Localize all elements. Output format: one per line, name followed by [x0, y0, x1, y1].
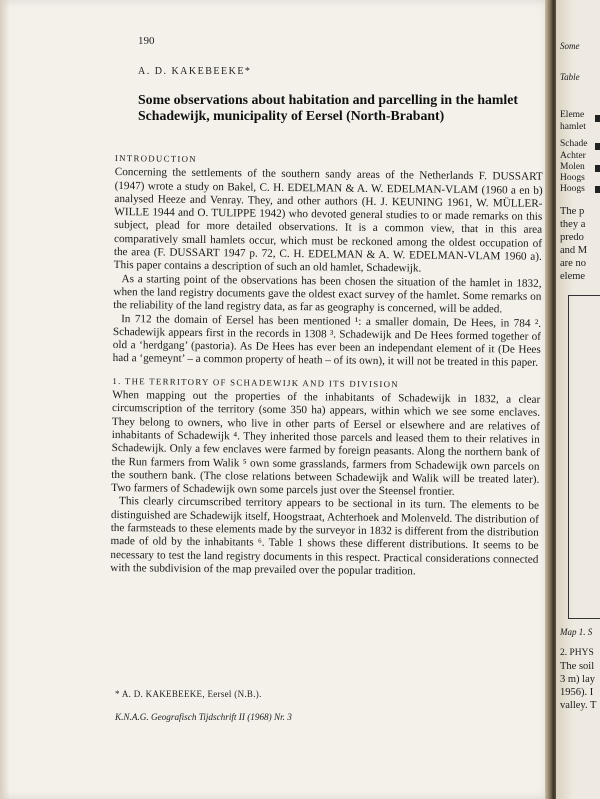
map-frame	[568, 295, 600, 619]
section-heading-introduction: INTRODUCTION	[114, 152, 198, 164]
right-page-fragment: Molen	[560, 162, 585, 172]
journal-citation: K.N.A.G. Geografisch Tijdschrift II (1968) Nr. 3	[115, 712, 292, 722]
right-page-fragment: predo	[560, 232, 584, 243]
right-page-fragment: valley. T	[560, 700, 597, 711]
paragraph: When mapping out the properties of the inhabitants of Schadewijk in 1832, a clear circumscription of the territory (some 350 ha) appears, within which we see some enclaves. They belong to owners, who live in other parts of Eersel or elsewhere and are relatives of inhabitants of Schadewijk ⁴. They inherited those parcels and leased them to their relatives in Schadewijk. Only a few enclaves were farmed by foreign peasants. Along the northern bank of the Run farmers from Walik ⁵ own some grasslands, farmers from Schadewijk own parcels on the southern bank. (The close relations between Schadewijk and Walik will be treated later). Two farmers of Schadewijk own some parcels just over the Steensel frontier.	[111, 389, 541, 498]
right-page-fragment: Hoogs	[560, 173, 585, 183]
right-page-fragment: The p	[560, 206, 585, 217]
paragraph: In 712 the domain of Eersel has been mentioned ¹: a smaller domain, De Hees, in 784 ². Schadewijk appears first in the records in 1308 ³. Schadewijk and De Hees formed together of old a ‘herdgang’ (pastoria). As De Hees has ever been an independant element of it (De Hees had a ‘gemeynt’ – a common property of heath – of its own), it will not be treated in this paper.	[112, 312, 542, 370]
right-page-fragment: Hoogs	[560, 184, 585, 194]
right-page-fragment: Eleme	[560, 110, 585, 120]
right-page-fragment: hamlet	[560, 122, 586, 132]
right-page	[556, 0, 600, 799]
table-mark	[595, 186, 600, 193]
table-mark	[595, 143, 600, 150]
right-page-fragment: Schade	[560, 139, 588, 149]
right-page-fragment: The soil	[560, 661, 595, 672]
body-text	[110, 152, 543, 580]
right-page-fragment: they a	[560, 219, 586, 230]
right-page-fragment: 2. PHYS	[560, 648, 594, 658]
right-page-fragment: and M	[560, 245, 588, 256]
right-page-fragment: 3 m) lay	[560, 674, 595, 685]
page-number: 190	[138, 35, 155, 47]
paper-title: Some observations about habitation and parcelling in the hamlet Schadewijk, municipality of Eersel (North-Brabant)	[138, 92, 518, 123]
right-page-fragment: Map 1. S	[560, 627, 593, 637]
paragraph: This clearly circumscribed territory appears to be sectional in its turn. The elements to be distinguished are Schadewijk itself, Hoogstraat, Achterhoek and Molenveld. The distribution of the farmsteads to these elements made by the surveyor in 1832 is different from the distribution made of old by the inhabitants ⁶. Table 1 shows these different distributions. It seems to be necessary to test the land registry documents in this respect. Practical considerations connected with the subdivision of the map prevailed over the popular tradition.	[110, 495, 540, 578]
table-mark	[595, 115, 600, 122]
right-page-fragment: Table	[560, 72, 580, 82]
footnote: * A. D. KAKEBEEKE, Eersel (N.B.).	[115, 689, 262, 699]
section-heading-territory: 1. THE TERRITORY OF SCHADEWIJK AND ITS DIVISION	[112, 375, 400, 389]
right-page-fragment: are no	[560, 258, 586, 269]
author-line: A. D. KAKEBEEKE*	[138, 66, 252, 77]
right-page-fragment: Achter	[560, 151, 586, 161]
table-mark	[595, 165, 600, 172]
right-page-fragment: Some	[560, 41, 580, 51]
paragraph: Concerning the settlements of the southern sandy areas of the Netherlands F. DUSSART (1947) wrote a study on Bakel, C. H. EDELMAN & A. W. EDELMAN-VLAM (1960 a en b) analysed Heeze and Venray. They, and other authors (H. J. KEUNING 1961, W. MÜLLER-WILLE 1944 and O. TULIPPE 1942) who devoted general studies to or made remarks on this subject, plead for more detailed observations. It is a common view, that in this area comparatively small hamlets occur, which must be reckoned among the oldest occupation of the area (F. DUSSART 1947 p. 72, C. H. EDELMAN & A. W. EDELMAN-VLAM 1960 a). This paper contains a description of such an old hamlet, Schadewijk.	[113, 166, 543, 275]
right-page-fragment: eleme	[560, 271, 586, 282]
paragraph: As a starting point of the observations has been chosen the situation of the hamlet in 1832, when the land registry documents gave the oldest exact survey of the hamlet. Some remarks on the reliability of the land registry data, as far as geography is concerned, will be added.	[113, 272, 542, 316]
right-page-fragment: 1956). I	[560, 687, 594, 698]
